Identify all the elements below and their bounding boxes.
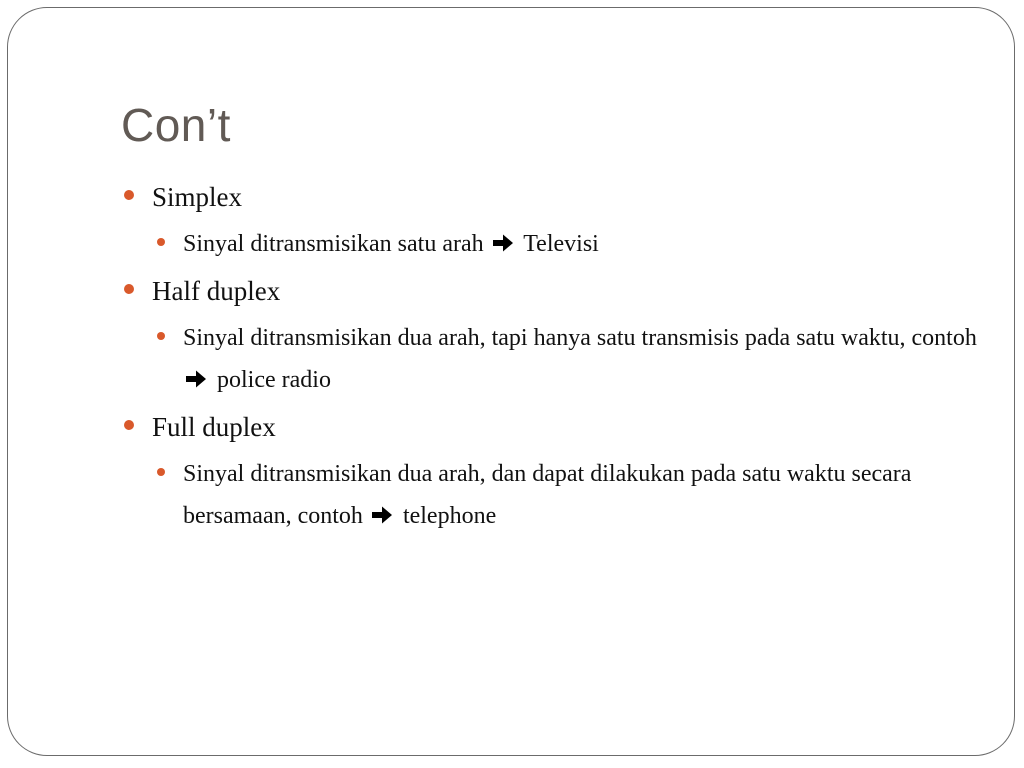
- sub-bullet-full-duplex: [152, 453, 981, 537]
- bullet-item-full-duplex: [121, 406, 981, 448]
- bullet-dot-icon: [124, 420, 134, 430]
- sub-bullet-text: Sinyal ditransmisikan satu arah: [183, 231, 484, 257]
- right-arrow-icon: [492, 233, 514, 253]
- bullet-dot-icon: [124, 284, 134, 294]
- bullet-item-simplex: [121, 176, 981, 218]
- bullet-label: Half duplex: [152, 276, 281, 306]
- sub-bullet-text: Sinyal ditransmisikan dua arah, dan dapat dilakukan pada satu waktu secara bersamaan, contoh: [183, 461, 912, 529]
- bullet-dot-icon: [157, 238, 165, 246]
- sub-bullet-example: telephone: [402, 503, 497, 529]
- sub-bullet-example: police radio: [217, 367, 331, 393]
- bullet-label: Simplex: [152, 182, 243, 212]
- slide-frame: [7, 7, 1015, 756]
- bullet-item-half-duplex: [121, 270, 981, 312]
- sub-bullet-example: Televisi: [523, 231, 599, 257]
- sub-bullet-simplex: [152, 223, 981, 265]
- bullet-dot-icon: [157, 468, 165, 476]
- right-arrow-icon: [371, 505, 393, 525]
- bullet-label: Full duplex: [152, 412, 276, 442]
- sub-bullet-half-duplex: [152, 317, 981, 401]
- bullet-dot-icon: [157, 332, 165, 340]
- bullet-dot-icon: [124, 190, 134, 200]
- bullet-list: [121, 176, 981, 542]
- slide-title: Con’t: [121, 99, 231, 151]
- right-arrow-icon: [185, 369, 207, 389]
- sub-bullet-text: Sinyal ditransmisikan dua arah, tapi hanya satu transmisis pada satu waktu, contoh: [183, 325, 977, 351]
